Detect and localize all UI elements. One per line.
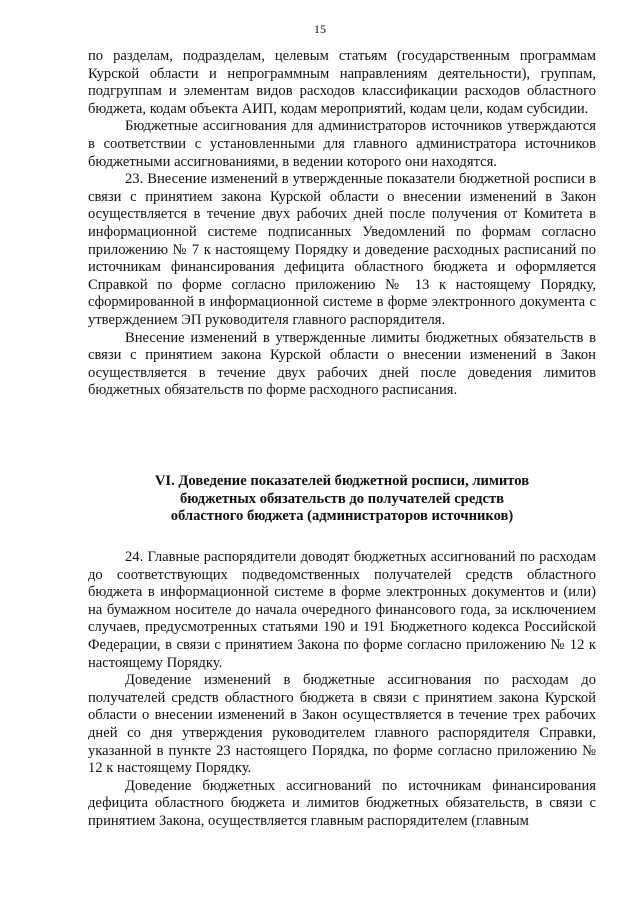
paragraph-continuation: по разделам, подразделам, целевым статьям (государственным программам Курской области и непрограммным направлениям деятельности), группам, подгруппам и элементам видов расходов классификации расходов областного бюджета, кодам объекта АИП, кодам мероприятий, кодам цели, кодам субсидии. — [88, 48, 596, 117]
section-heading-vi — [88, 473, 596, 526]
section-heading-line-3: областного бюджета (администраторов источников) — [170, 508, 514, 525]
section-heading-line-1: VI. Доведение показателей бюджетной росписи, лимитов — [154, 473, 530, 489]
paragraph-item-23: 23. Внесение изменений в утвержденные показатели бюджетной росписи в связи с принятием закона Курской области о внесении изменений в Закон осуществляется в течение двух рабочих дней после получения от Комитета в информационной системе подписанных Уведомлений по формам согласно приложению № 7 к настоящему Порядку и доведение расходных расписаний по источникам финансирования дефицита областного бюджета и оформляется Справкой по форме согласно приложению № 13 к настоящему Порядку, сформированной в информационной системе в форме электронного документа с утверждением ЭП руководителя главного распорядителя. — [88, 171, 596, 328]
paragraph-sources-financing: Доведение бюджетных ассигнований по источникам финансирования дефицита областного бюджета и лимитов бюджетных обязательств, в связи с принятием Закона, осуществляется главным распорядителем (главным — [88, 777, 596, 829]
paragraph-budget-assignments-administrators: Бюджетные ассигнования для администраторов источников утверждаются в соответствии с установленными для главного администратора источников бюджетными ассигнованиями, в ведении которого они находятся. — [88, 118, 596, 170]
paragraph-changes-to-recipients: Доведение изменений в бюджетные ассигнования по расходам до получателей средств областного бюджета в связи с принятием закона Курской области о внесении изменений в Закон осуществляется в течение трех рабочих дней со дня утверждения руководителем главного распорядителя Справки, указанной в пункте 23 настоящего Порядка, по форме согласно приложению № 12 к настоящему Порядку. — [88, 672, 596, 777]
paragraph-item-24: 24. Главные распорядители доводят бюджетных ассигнований по расходам до соответствующих подведомственных получателей средств областного бюджета в информационной системе в форме электронных документов и (или) на бумажном носителе до начала очередного финансового года, за исключением случаев, предусмотренных статьями 190 и 191 Бюджетного кодекса Российской Федерации, в связи с принятием Закона по форме согласно приложению № 12 к настоящему Порядку. — [88, 549, 596, 671]
top-text-block — [88, 48, 596, 400]
bottom-text-block — [88, 549, 596, 831]
paragraph-limits-changes: Внесение изменений в утвержденные лимиты бюджетных обязательств в связи с принятием закона Курской области о внесении изменений в Закон осуществляется в течение двух рабочих дней после доведения лимитов бюджетных обязательств по форме расходного расписания. — [88, 329, 596, 399]
section-heading-line-2: бюджетных обязательств до получателей средств — [179, 490, 505, 507]
page-number: 15 — [314, 22, 326, 36]
